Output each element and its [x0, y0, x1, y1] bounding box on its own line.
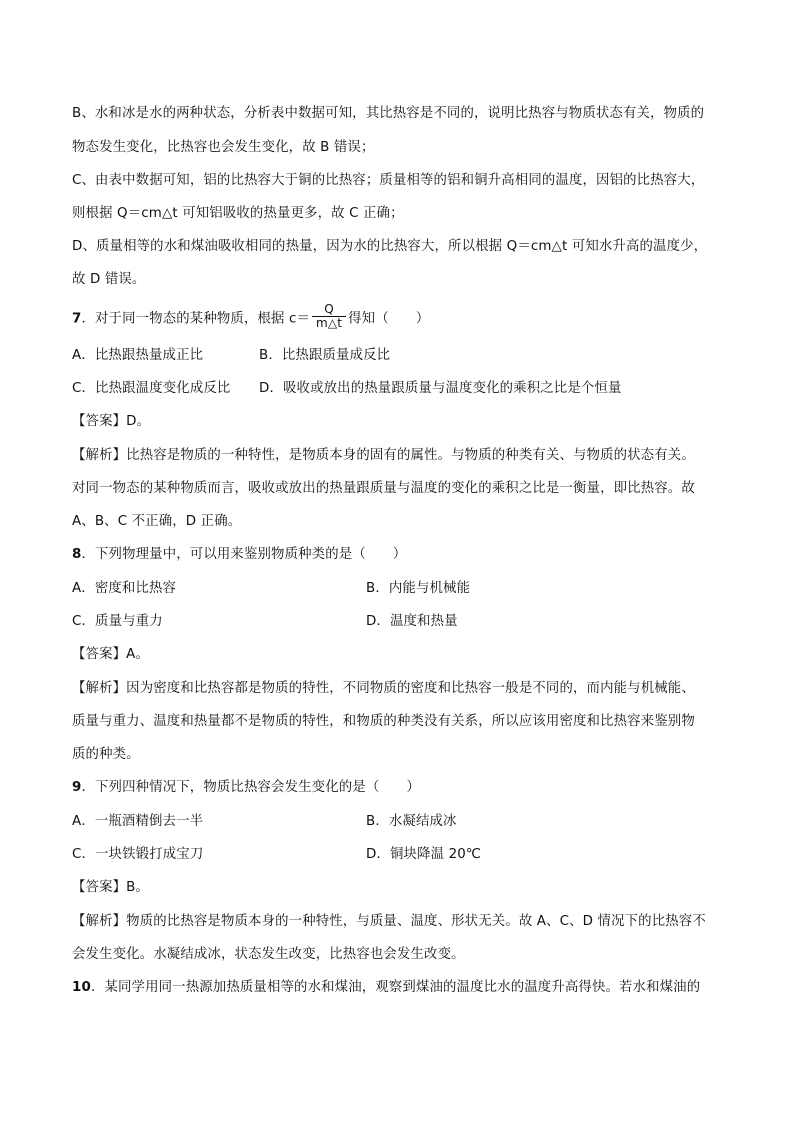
option-d: D．铜块降温 20℃: [366, 847, 482, 862]
answer: 【答案】B。: [72, 880, 150, 895]
stem-text: ．下列物理量中，可以用来鉴别物质种类的是（ ）: [81, 547, 407, 562]
explanation-line: 【解析】比热容是物质的一种特性，是物质本身的固有的属性。与物质的种类有关、与物质的状态有关。: [72, 448, 695, 463]
text-line: C、由表中数据可知，铝的比热容大于铜的比热容；质量相等的铝和铜升高相同的温度，因铝的比热容大，: [72, 173, 705, 188]
stem-text: ．某同学用同一热源加热质量相等的水和煤油，观察到煤油的温度比水的温度升高得快。若水和煤油的: [90, 980, 701, 995]
option-a: A．密度和比热容: [72, 581, 177, 596]
text-line: 物态发生变化，比热容也会发生变化，故 B 错误；: [72, 140, 375, 155]
option-c: C．比热跟温度变化成反比: [72, 381, 231, 396]
text-line: B、水和冰是水的两种状态，分析表中数据可知，其比热容是不同的，说明比热容与物质状态有关，物质的: [72, 106, 705, 121]
option-a: A．比热跟热量成正比: [72, 348, 204, 363]
stem-text: 得知（ ）: [348, 311, 430, 327]
stem-text: ．下列四种情况下，物质比热容会发生变化的是（ ）: [81, 780, 420, 795]
question-number: 10: [72, 980, 91, 995]
text-line: D、质量相等的水和煤油吸收相同的热量，因为水的比热容大，所以根据 Q＝cm△t 可知水升高的温度少，: [72, 239, 708, 254]
formula-fraction: [312, 303, 346, 330]
explanation-line: 会发生变化。水凝结成冰，状态发生改变，比热容也会发生改变。: [72, 947, 465, 962]
explanation-line: 质量与重力、温度和热量都不是物质的特性，和物质的种类没有关系，所以应该用密度和比热容来鉴别物: [72, 714, 695, 729]
text-line: 故 D 错误。: [72, 272, 146, 287]
option-b: B．比热跟质量成反比: [259, 348, 391, 363]
option-d: D．吸收或放出的热量跟质量与温度变化的乘积之比是个恒量: [259, 381, 622, 396]
explanation-line: 【解析】因为密度和比热容都是物质的特性，不同物质的密度和比热容一般是不同的，而内能与机械能、: [72, 681, 695, 696]
question-number: 7: [72, 311, 82, 327]
option-a: A．一瓶酒精倒去一半: [72, 814, 204, 829]
option-b: B．水凝结成冰: [366, 814, 457, 829]
option-b: B．内能与机械能: [366, 581, 471, 596]
question-9-stem: [72, 778, 420, 798]
fraction-denominator: m△t: [316, 316, 343, 330]
option-d: D．温度和热量: [366, 614, 458, 629]
answer: 【答案】D。: [72, 414, 151, 429]
question-number: 8: [72, 547, 82, 562]
question-8-stem: [72, 545, 406, 565]
option-c: C．一块铁锻打成宝刀: [72, 847, 204, 862]
option-c: C．质量与重力: [72, 614, 163, 629]
question-number: 9: [72, 780, 82, 795]
explanation-line: 【解析】物质的比热容是物质本身的一种特性，与质量、温度、形状无关。故 A、C、D 情况下的比热容不: [72, 914, 706, 929]
fraction-numerator: Q: [312, 303, 346, 317]
answer: 【答案】A。: [72, 647, 150, 662]
explanation-line: 质的种类。: [72, 747, 140, 762]
question-7-stem: [72, 302, 430, 332]
explanation-line: 对同一物态的某种物质而言，吸收或放出的热量跟质量与温度的变化的乘积之比是一衡量，即比热容。故: [72, 481, 695, 496]
text-line: 则根据 Q＝cm△t 可知铝吸收的热量更多，故 C 正确；: [72, 206, 404, 221]
question-10-stem: [72, 978, 700, 998]
explanation-line: A、B、C 不正确，D 正确。: [72, 514, 242, 529]
stem-text: ．对于同一物态的某种物质，根据 c＝: [81, 311, 311, 327]
